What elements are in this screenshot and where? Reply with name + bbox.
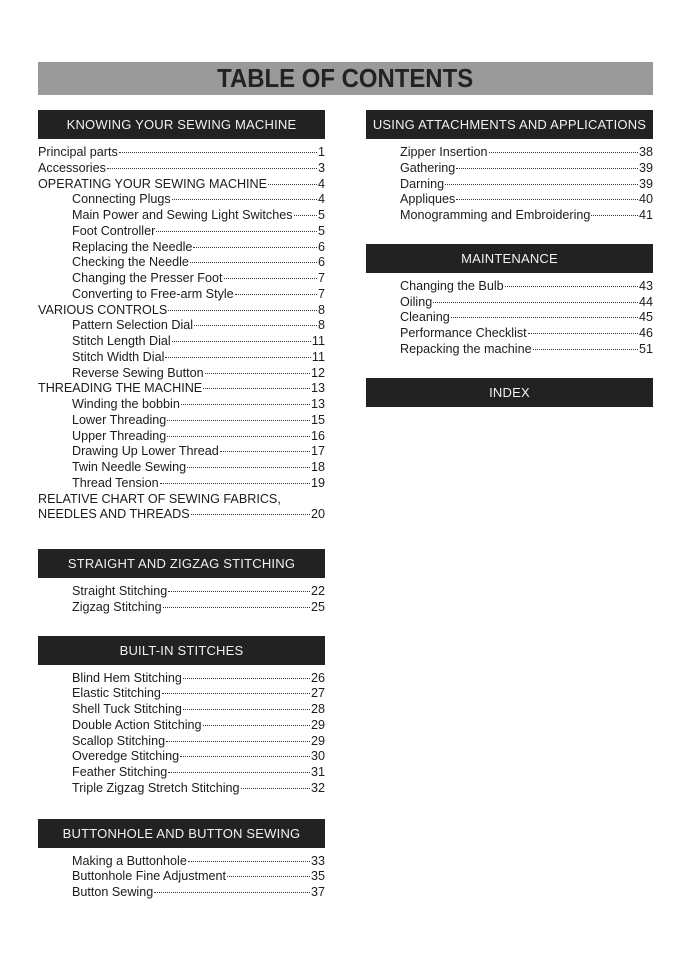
dot-leader <box>166 741 310 742</box>
toc-entry-page-number: 32 <box>310 780 325 795</box>
toc-entry-page-number: 41 <box>638 208 653 222</box>
toc-entry-label: Cleaning <box>400 310 450 325</box>
dot-leader <box>241 788 310 789</box>
toc-entry-page-number: 6 <box>317 255 325 270</box>
toc-entry[interactable] <box>38 350 325 366</box>
toc-entry-page-number: 4 <box>317 192 325 207</box>
dot-leader <box>188 861 310 862</box>
toc-list-attachments <box>366 145 653 224</box>
toc-entry-label: Blind Hem Stitching <box>72 670 182 685</box>
toc-entry-page-number: 46 <box>638 326 653 340</box>
dot-leader <box>162 693 310 694</box>
dot-leader <box>168 310 317 311</box>
toc-entry[interactable] <box>366 295 653 311</box>
toc-entry-label: Zigzag Stitching <box>72 599 162 614</box>
toc-list-built-in <box>38 671 325 797</box>
toc-entry-label: Straight Stitching <box>72 584 168 598</box>
dot-leader <box>180 756 310 757</box>
toc-entry-label: Checking the Needle <box>72 255 189 270</box>
toc-entry-page-number: 38 <box>638 145 653 159</box>
toc-entry-page-number: 43 <box>638 278 653 293</box>
toc-entry-label: Twin Needle Sewing <box>72 460 187 474</box>
toc-entry-label: Main Power and Sewing Light Switches <box>72 208 293 222</box>
toc-entry[interactable] <box>366 342 653 358</box>
dot-leader <box>451 317 638 318</box>
dot-leader <box>193 247 317 248</box>
toc-entry-label: Changing the Presser Foot <box>72 271 223 285</box>
toc-entry-label: Button Sewing <box>72 885 154 899</box>
toc-entry[interactable] <box>366 145 653 161</box>
dot-leader <box>168 772 310 773</box>
toc-entry[interactable] <box>38 600 325 616</box>
section-heading-maintenance: MAINTENANCE <box>366 244 653 273</box>
toc-entry[interactable] <box>366 279 653 295</box>
toc-entry-label: Triple Zigzag Stretch Stitching <box>72 780 240 795</box>
toc-entry-label: Shell Tuck Stitching <box>72 702 182 716</box>
toc-entry[interactable] <box>38 303 325 319</box>
toc-entry-label: Appliques <box>400 192 456 207</box>
dot-leader <box>172 341 311 342</box>
dot-leader <box>445 184 638 185</box>
toc-entry-label: Converting to Free-arm Style <box>72 286 234 301</box>
toc-entry-page-number: 15 <box>310 412 325 427</box>
toc-entry-page-number: 29 <box>310 717 325 732</box>
section-heading-index[interactable]: INDEX <box>366 378 653 407</box>
dot-leader <box>183 678 310 679</box>
toc-entry-label: Drawing Up Lower Thread <box>72 444 219 459</box>
toc-entry-label: Scallop Stitching <box>72 733 166 748</box>
toc-entry-label: Winding the bobbin <box>72 397 180 411</box>
toc-list-straight-zigzag <box>38 584 325 616</box>
dot-leader <box>456 199 638 200</box>
toc-entry-page-number: 20 <box>310 507 325 522</box>
toc-entry-label: Stitch Width Dial <box>72 349 165 364</box>
dot-leader <box>203 388 310 389</box>
toc-entry[interactable] <box>38 507 325 523</box>
section-heading-attachments: USING ATTACHMENTS AND APPLICATIONS <box>366 110 653 139</box>
dot-leader <box>456 168 638 169</box>
toc-entry[interactable] <box>38 718 325 734</box>
toc-entry-page-number: 28 <box>310 702 325 716</box>
toc-entry[interactable] <box>366 310 653 326</box>
toc-entry-label: Upper Threading <box>72 428 167 443</box>
dot-leader <box>268 184 317 185</box>
dot-leader <box>107 168 317 169</box>
toc-entry-page-number: 7 <box>317 286 325 301</box>
toc-entry[interactable] <box>38 318 325 334</box>
toc-entry[interactable] <box>38 429 325 445</box>
dot-leader <box>187 467 310 468</box>
toc-entry[interactable] <box>38 224 325 240</box>
toc-entry-label: OPERATING YOUR SEWING MACHINE <box>38 176 268 191</box>
dot-leader <box>165 357 311 358</box>
toc-entry-label: Changing the Bulb <box>400 278 504 293</box>
toc-list-knowing <box>38 145 325 523</box>
toc-entry[interactable] <box>38 444 325 460</box>
toc-entry[interactable] <box>38 145 325 161</box>
toc-entry-page-number: 19 <box>310 475 325 490</box>
toc-entry-label: Making a Buttonhole <box>72 853 187 868</box>
dot-leader <box>227 876 310 877</box>
toc-entry[interactable] <box>38 476 325 492</box>
toc-entry-label: Buttonhole Fine Adjustment <box>72 869 227 884</box>
toc-entry[interactable] <box>366 177 653 193</box>
toc-entry-label: Oiling <box>400 294 433 309</box>
toc-entry-label: Replacing the Needle <box>72 239 193 254</box>
toc-entry-label: Stitch Length Dial <box>72 334 171 348</box>
toc-entry-page-number: 18 <box>310 460 325 474</box>
toc-entry-page-number: 39 <box>638 176 653 191</box>
toc-entry[interactable] <box>38 460 325 476</box>
toc-entry[interactable] <box>366 161 653 177</box>
toc-entry[interactable] <box>38 885 325 901</box>
toc-entry-page-number: 44 <box>638 294 653 309</box>
toc-entry[interactable] <box>38 240 325 256</box>
dot-leader <box>205 373 310 374</box>
dot-leader <box>533 349 638 350</box>
toc-entry[interactable] <box>38 492 325 508</box>
dot-leader <box>190 262 317 263</box>
toc-entry-label: VARIOUS CONTROLS <box>38 302 168 317</box>
dot-leader <box>433 302 638 303</box>
section-heading-knowing: KNOWING YOUR SEWING MACHINE <box>38 110 325 139</box>
toc-entry[interactable] <box>38 334 325 350</box>
toc-entry-page-number: 35 <box>310 869 325 884</box>
toc-entry-page-number: 27 <box>310 686 325 701</box>
toc-entry-label: Zipper Insertion <box>400 145 488 159</box>
toc-entry[interactable] <box>38 781 325 797</box>
toc-entry-label: Foot Controller <box>72 223 156 238</box>
toc-entry-label: Monogramming and Embroidering <box>400 208 591 222</box>
dot-leader <box>224 278 317 279</box>
toc-entry-page-number: 33 <box>310 853 325 868</box>
toc-entry[interactable] <box>38 192 325 208</box>
toc-entry-label: Elastic Stitching <box>72 686 161 701</box>
toc-entry[interactable] <box>38 413 325 429</box>
toc-entry-label: Double Action Stitching <box>72 717 202 732</box>
toc-entry[interactable] <box>38 161 325 177</box>
toc-entry-label: NEEDLES AND THREADS <box>38 507 190 522</box>
toc-entry-page-number: 51 <box>638 341 653 356</box>
toc-entry[interactable] <box>38 702 325 718</box>
toc-entry-label: Darning <box>400 176 445 191</box>
dot-leader <box>294 215 317 216</box>
toc-entry-page-number: 22 <box>310 584 325 598</box>
toc-entry[interactable] <box>38 381 325 397</box>
dot-leader <box>167 420 310 421</box>
toc-entry-page-number: 45 <box>638 310 653 325</box>
toc-entry[interactable] <box>366 326 653 342</box>
dot-leader <box>119 152 317 153</box>
toc-entry-page-number: 11 <box>311 349 325 364</box>
toc-entry[interactable] <box>38 287 325 303</box>
toc-entry-label: Overedge Stitching <box>72 749 180 764</box>
toc-entry[interactable] <box>38 271 325 287</box>
toc-entry[interactable] <box>38 397 325 413</box>
toc-entry-page-number: 5 <box>317 223 325 238</box>
dot-leader <box>156 231 317 232</box>
dot-leader <box>183 709 310 710</box>
toc-entry-page-number: 16 <box>310 428 325 443</box>
toc-entry[interactable] <box>366 208 653 224</box>
dot-leader <box>168 591 310 592</box>
toc-entry-label: Lower Threading <box>72 412 167 427</box>
toc-entry[interactable] <box>38 854 325 870</box>
toc-entry-page-number: 29 <box>310 733 325 748</box>
toc-entry-page-number: 8 <box>317 302 325 317</box>
toc-entry-label: Repacking the machine <box>400 341 532 356</box>
toc-entry[interactable] <box>366 192 653 208</box>
toc-entry-label: RELATIVE CHART OF SEWING FABRICS, <box>38 491 281 506</box>
toc-entry-page-number: 40 <box>638 192 653 207</box>
title-banner <box>38 62 653 95</box>
toc-list-buttonhole <box>38 854 325 901</box>
toc-entry-label: Connecting Plugs <box>72 192 171 207</box>
toc-entry-page-number: 1 <box>317 145 325 159</box>
toc-entry[interactable] <box>38 671 325 687</box>
toc-entry[interactable] <box>38 255 325 271</box>
toc-entry-page-number: 13 <box>310 381 325 396</box>
dot-leader <box>505 286 638 287</box>
dot-leader <box>191 514 310 515</box>
toc-entry-page-number: 26 <box>310 670 325 685</box>
toc-entry-page-number: 11 <box>311 334 325 348</box>
dot-leader <box>172 199 317 200</box>
toc-entry-page-number: 6 <box>317 239 325 254</box>
toc-entry-page-number: 31 <box>310 765 325 779</box>
dot-leader <box>167 436 310 437</box>
toc-entry-page-number: 5 <box>317 208 325 222</box>
section-heading-buttonhole: BUTTONHOLE AND BUTTON SEWING <box>38 819 325 848</box>
section-heading-built-in: BUILT-IN STITCHES <box>38 636 325 665</box>
toc-entry-label: THREADING THE MACHINE <box>38 381 203 396</box>
dot-leader <box>163 607 310 608</box>
toc-entry-label: Pattern Selection Dial <box>72 318 194 333</box>
dot-leader <box>528 333 638 334</box>
toc-entry-page-number: 3 <box>317 160 325 175</box>
toc-entry-page-number: 13 <box>310 397 325 411</box>
dot-leader <box>160 483 310 484</box>
dot-leader <box>591 215 638 216</box>
toc-entry-label: Gathering <box>400 160 456 175</box>
toc-list-maintenance <box>366 279 653 358</box>
dot-leader <box>203 725 310 726</box>
toc-entry-label: Principal parts <box>38 145 118 159</box>
toc-entry-page-number: 4 <box>317 176 325 191</box>
section-heading-straight-zigzag: STRAIGHT AND ZIGZAG STITCHING <box>38 549 325 578</box>
toc-entry-page-number: 37 <box>310 885 325 899</box>
toc-entry[interactable] <box>38 366 325 382</box>
toc-entry-label: Performance Checklist <box>400 326 527 340</box>
dot-leader <box>194 325 317 326</box>
toc-entry-page-number: 7 <box>317 271 325 285</box>
toc-entry[interactable] <box>38 749 325 765</box>
toc-entry[interactable] <box>38 208 325 224</box>
dot-leader <box>220 451 310 452</box>
dot-leader <box>235 294 317 295</box>
page-title: TABLE OF CONTENTS <box>217 63 474 93</box>
dot-leader <box>489 152 638 153</box>
toc-entry[interactable] <box>38 177 325 193</box>
toc-entry-page-number: 25 <box>310 599 325 614</box>
toc-entry-page-number: 17 <box>310 444 325 459</box>
toc-entry[interactable] <box>38 765 325 781</box>
toc-entry-page-number: 12 <box>310 365 325 380</box>
toc-entry[interactable] <box>38 584 325 600</box>
toc-entry-page-number: 30 <box>310 749 325 764</box>
toc-entry[interactable] <box>38 869 325 885</box>
dot-leader <box>154 892 310 893</box>
toc-entry-page-number: 8 <box>317 318 325 333</box>
right-column <box>366 110 653 413</box>
toc-entry-label: Reverse Sewing Button <box>72 365 204 380</box>
toc-entry-label: Thread Tension <box>72 475 159 490</box>
toc-entry-page-number: 39 <box>638 160 653 175</box>
toc-entry[interactable] <box>38 686 325 702</box>
toc-entry[interactable] <box>38 734 325 750</box>
toc-entry-label: Accessories <box>38 160 106 175</box>
dot-leader <box>181 404 310 405</box>
left-column <box>38 110 325 901</box>
toc-entry-label: Feather Stitching <box>72 765 168 779</box>
